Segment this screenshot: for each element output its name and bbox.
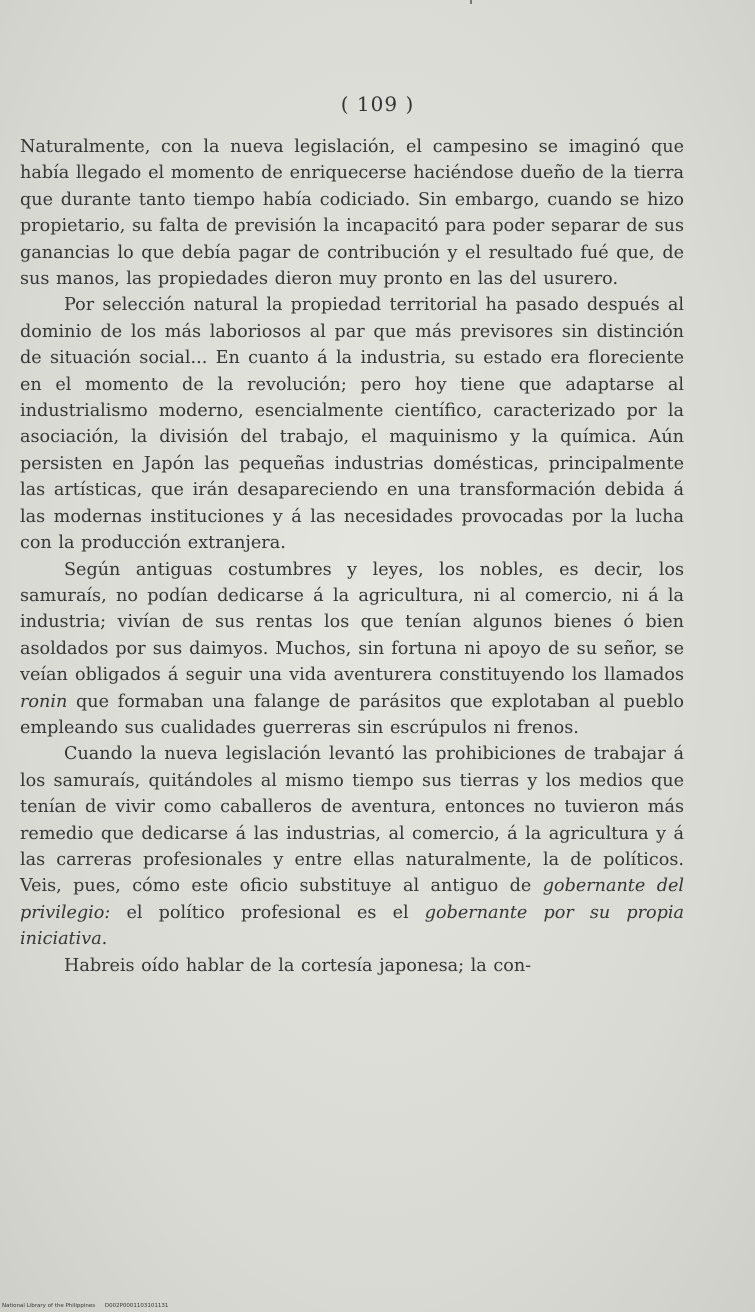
paragraph: [20, 741, 684, 952]
body-text: [20, 134, 684, 979]
text-run: Por selección natural la propiedad territorial ha pasado después al dominio de los más laboriosos al par que más previsores sin distinción de situación social... En cuanto á la industria, su estado era floreciente en el momento de la revolución; pero hoy tiene que adaptarse al industrialismo moderno, esencialmente científico, caracterizado por la asociación, la división del trabajo, el maquinismo y la química. Aún persisten en Japón las pequeñas industrias domésticas, principalmente las artísticas, que irán desapareciendo en una transformación debida á las modernas instituciones y á las necesidades provocadas por la lucha con la producción extranjera.: [20, 295, 684, 554]
italic-text: ronin: [20, 691, 68, 712]
paragraph: [20, 292, 684, 556]
italic-text: gobernante por su propia iniciativa.: [20, 902, 684, 950]
paragraph: [20, 134, 684, 292]
text-run: Naturalmente, con la nueva legislación, el campesino se imaginó que había llegado el momento de enriquecerse haciéndose dueño de la tierra que durante tanto tiempo había codiciado. Sin embargo, cuando se hizo propietario, su falta de previsión la incapacitó para poder separar de sus ganancias lo que debía pagar de contribución y el resultado fué que, de sus manos, las propiedades dieron muy pronto en las del usurero.: [20, 137, 684, 290]
page-number: ( 109 ): [340, 92, 415, 116]
text-run: Habreis oído hablar de la cortesía japonesa; la con-: [64, 955, 532, 976]
footer-code: D002P0001103101131: [104, 1303, 169, 1309]
text-run: Según antiguas costumbres y leyes, los nobles, es decir, los samuraís, no podían dedicarse á la agricultura, ni al comercio, ni á la industria; vivían de sus rentas los que tenían algunos bienes ó bien asoldados por sus daimyos. Muchos, sin fortuna ni apoyo de su señor, se veían obligados á seguir una vida aventurera constituyendo los llamados: [20, 559, 684, 686]
scan-mark: [470, 0, 472, 4]
paragraph: [20, 557, 684, 742]
text-run: que formaban una falange de parásitos que explotaban al pueblo empleando sus cualidades guerreras sin escrúpulos ni frenos.: [20, 691, 684, 738]
footer-library: National Library of the Philippines: [2, 1303, 96, 1309]
paragraph: [20, 953, 684, 979]
text-run: el político profesional es el: [110, 902, 425, 923]
italic-text: gobernante del privilegio:: [20, 876, 685, 923]
scan-footer: [2, 1303, 168, 1309]
text-run: Cuando la nueva legislación levantó las prohibiciones de trabajar á los samuraís, quitándoles al mismo tiempo sus tierras y los medios que tenían de vivir como caballeros de aventura, entonces no tuvieron más remedio que dedicarse á las industrias, al comercio, á la agricultura y á las carreras profesionales y entre ellas naturalmente, la de políticos. Veis, pues, cómo este oficio substituye al antiguo de: [20, 744, 684, 897]
